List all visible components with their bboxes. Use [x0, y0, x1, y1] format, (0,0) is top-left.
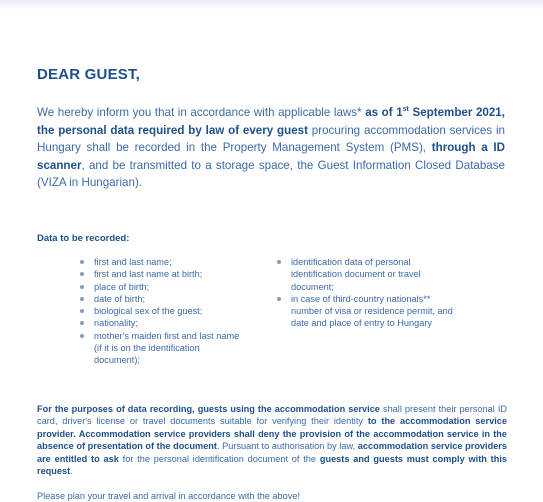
intro-bold-2: through a ID scanner [37, 141, 505, 172]
footer-text-4: . [70, 466, 73, 477]
list-item: nationality; [80, 317, 240, 329]
footer-text-2: . Pursuant to authorisation by law, [216, 441, 358, 452]
list-item: place of birth; [80, 281, 240, 293]
footer-bold-3: accommodation service providers are entitled to ask [37, 441, 507, 464]
intro-bold-rest: September 2021, the personal data required by law of every guest [37, 106, 505, 137]
list-item: first and last name at birth; [80, 268, 240, 280]
intro-bold-sup: st [402, 106, 409, 114]
list-item: identification data of personal identification document or travel document; [277, 256, 457, 293]
intro-paragraph [37, 104, 505, 192]
data-section-title: Data to be recorded: [37, 233, 130, 244]
list-item: mother's maiden first and last name (if it is on the identification document); [80, 330, 240, 367]
data-list-right [277, 256, 457, 330]
intro-bold-date: as of 1 [365, 106, 403, 119]
list-item: biological sex of the guest; [80, 305, 240, 317]
data-recording-paragraph [37, 403, 507, 477]
data-list-left [80, 256, 240, 367]
intro-text-3: , and be transmitted to a storage space, the Guest Information Closed Database (VIZA in Hungarian). [37, 158, 505, 189]
footer-bold-4: guests and guests must comply with this request [37, 453, 508, 477]
footer-bold-1: For the purposes of data recording, guests using the accommodation service [37, 404, 380, 414]
intro-text-1: We hereby inform you that in accordance with applicable laws* [37, 106, 366, 119]
intro-text-2: procuring accommodation services in Hungary shall be recorded in the Property Management System (PMS), [37, 123, 506, 154]
list-item: first and last name; [80, 256, 240, 268]
list-item: in case of third-country nationals** number of visa or residence permit, and date and place of entry to Hungary [277, 293, 457, 330]
list-item: date of birth; [80, 293, 240, 305]
footer-bold-2: to the accommodation service provider. Accommodation service providers shall deny the provision of the accommodation service in the absence of presentation of the document [37, 416, 507, 452]
page-title: DEAR GUEST, [37, 66, 141, 83]
footer-text-1: shall present their personal ID card, driver's license or travel documents suitable for verifying their identity [37, 404, 508, 427]
footer-text-3: for the personal identification document of the [118, 453, 320, 464]
closing-line: Please plan your travel and arrival in accordance with the above! [37, 491, 301, 501]
